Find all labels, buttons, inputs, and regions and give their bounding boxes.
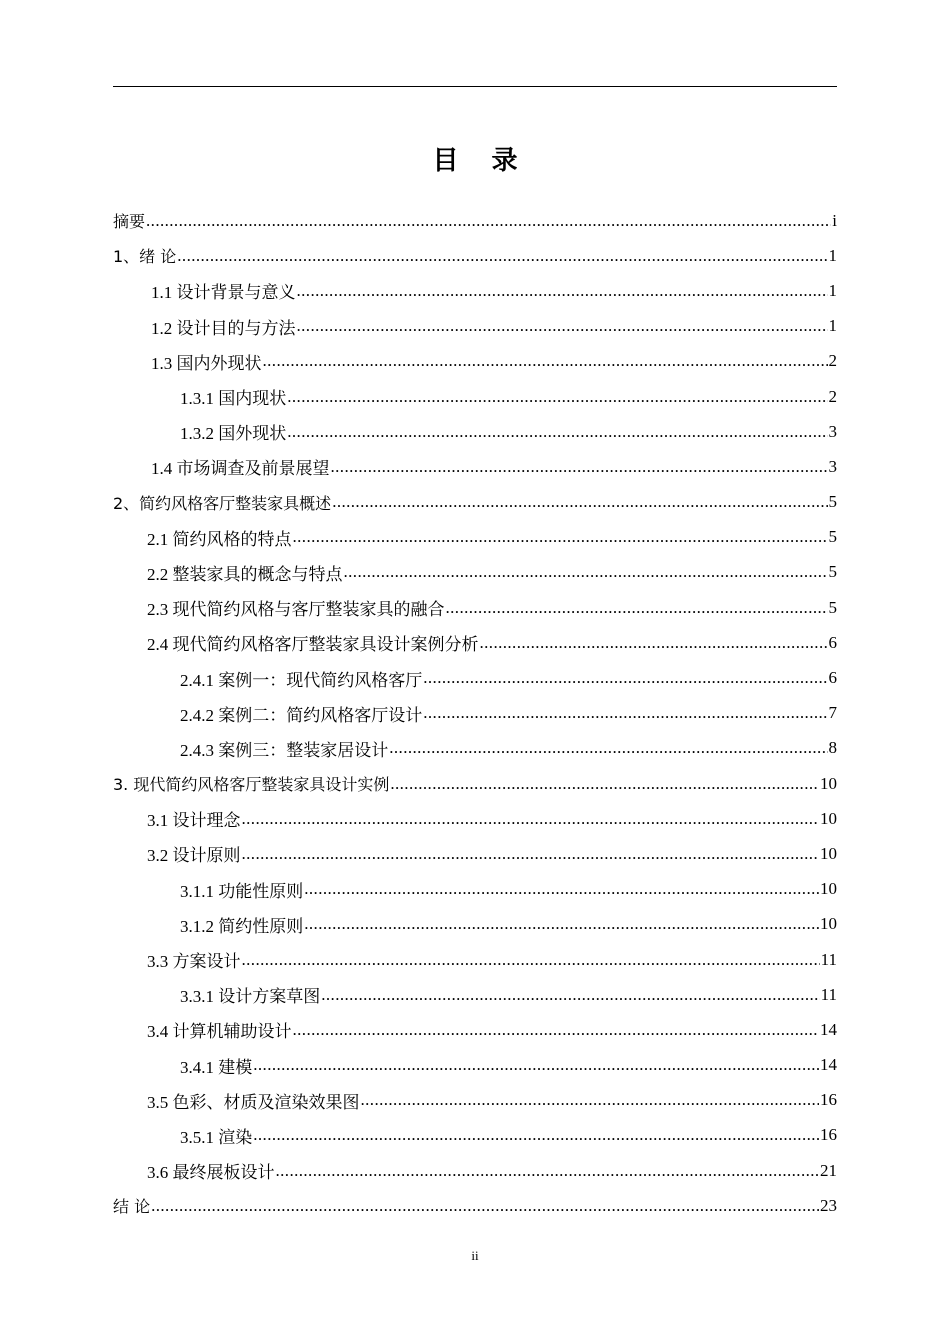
toc-entry-page: 23 [820, 1195, 837, 1215]
header-rule [113, 86, 837, 87]
toc-entry-title: 1.2 设计目的与方法 [151, 318, 296, 338]
toc-entry[interactable] [113, 485, 837, 520]
toc-dot-leader [480, 633, 828, 653]
toc-entry-title: 1.4 市场调查及前景展望 [151, 459, 330, 479]
toc-dot-leader [304, 914, 819, 934]
toc-dot-leader [242, 950, 820, 970]
toc-dot-leader [293, 527, 828, 547]
toc-dot-leader [423, 668, 827, 688]
toc-dot-leader [389, 738, 827, 758]
toc-entry-page: 1 [828, 245, 837, 265]
toc-entry[interactable] [113, 309, 837, 344]
toc-entry-page: 5 [828, 527, 837, 547]
toc-entry[interactable] [113, 801, 837, 836]
toc-entry-title: 2.4.3 案例三：整装家居设计 [180, 740, 389, 760]
toc-entry-title: 3.5.1 渲染 [180, 1127, 253, 1147]
toc-dot-leader [321, 985, 819, 1005]
toc-entry[interactable] [113, 1153, 837, 1188]
toc-entry-title: 1.3 国内外现状 [151, 353, 262, 373]
toc-dot-leader [253, 1055, 819, 1075]
toc-entry-page: 10 [820, 773, 837, 793]
toc-dot-leader [263, 351, 828, 371]
toc-entry-title: 结 论 [113, 1197, 151, 1217]
toc-entry-title: 3. 现代简约风格客厅整装家具设计实例 [113, 775, 390, 795]
toc-entry-page: i [832, 210, 837, 230]
toc-dot-leader [287, 422, 827, 442]
toc-entry-title: 摘要 [113, 212, 146, 232]
toc-entry-page: 8 [828, 738, 837, 758]
toc-entry-page: 1 [828, 280, 837, 300]
toc-entry-title: 1、绪 论 [113, 247, 177, 267]
toc-entry[interactable] [113, 449, 837, 484]
toc-entry-title: 2.4.1 案例一：现代简约风格客厅 [180, 670, 423, 690]
toc-entry-page: 2 [828, 386, 837, 406]
toc-entry[interactable] [113, 1083, 837, 1118]
toc-entry[interactable] [113, 1118, 837, 1153]
toc-entry-page: 10 [820, 808, 837, 828]
toc-entry-page: 16 [820, 1125, 837, 1145]
toc-entry-page: 11 [820, 984, 837, 1004]
toc-entry-page: 7 [828, 703, 837, 723]
toc-entry-page: 5 [828, 492, 837, 512]
toc-entry-title: 2.3 现代简约风格与客厅整装家具的融合 [147, 600, 445, 620]
toc-dot-leader [146, 211, 831, 231]
toc-dot-leader [293, 1020, 820, 1040]
toc-entry[interactable] [113, 907, 837, 942]
toc-entry-title: 1.3.1 国内现状 [180, 389, 287, 409]
toc-entry-page: 1 [828, 316, 837, 336]
toc-entry-page: 14 [820, 1055, 837, 1075]
toc-entry-title: 3.3 方案设计 [147, 952, 241, 972]
toc-entry-title: 3.2 设计原则 [147, 846, 241, 866]
toc-entry[interactable] [113, 731, 837, 766]
page-number: ii [471, 1248, 479, 1263]
toc-entry-page: 6 [828, 632, 837, 652]
toc-entry-page: 11 [820, 949, 837, 969]
toc-entry-page: 5 [828, 562, 837, 582]
toc-entry[interactable] [113, 344, 837, 379]
toc-entry-title: 3.6 最终展板设计 [147, 1163, 275, 1183]
toc-entry-title: 3.1.2 简约性原则 [180, 916, 304, 936]
toc-dot-leader [390, 774, 819, 794]
toc-entry-title: 2.1 简约风格的特点 [147, 529, 292, 549]
toc-entry-page: 2 [828, 351, 837, 371]
toc-entry[interactable] [113, 555, 837, 590]
toc-dot-leader [242, 844, 820, 864]
toc-dot-leader [253, 1125, 819, 1145]
toc-entry[interactable] [113, 379, 837, 414]
toc-dot-leader [423, 703, 827, 723]
toc-dot-leader [276, 1161, 820, 1181]
toc-dot-leader [361, 1090, 820, 1110]
toc-entry[interactable] [113, 203, 837, 238]
toc-entry-page: 14 [820, 1019, 837, 1039]
toc-entry[interactable] [113, 625, 837, 660]
toc-dot-leader [332, 492, 827, 512]
toc-title: 目 录 [432, 146, 530, 176]
toc-dot-leader [297, 316, 828, 336]
toc-dot-leader [304, 879, 819, 899]
toc-entry-page: 6 [828, 668, 837, 688]
toc-entry-title: 2、简约风格客厅整装家具概述 [113, 493, 332, 513]
toc-entry[interactable] [113, 590, 837, 625]
toc-entry-title: 3.5 色彩、材质及渲染效果图 [147, 1092, 360, 1112]
toc-entry-title: 2.2 整装家具的概念与特点 [147, 564, 343, 584]
toc-dot-leader [331, 457, 828, 477]
toc-entry-page: 10 [820, 843, 837, 863]
toc-entry-page: 21 [820, 1160, 837, 1180]
toc-entry[interactable] [113, 1048, 837, 1083]
toc-entry[interactable] [113, 520, 837, 555]
toc-entry-title: 1.3.2 国外现状 [180, 424, 287, 444]
toc-entry-page: 5 [828, 597, 837, 617]
toc-entry-title: 2.4 现代简约风格客厅整装家具设计案例分析 [147, 635, 479, 655]
toc-entry[interactable] [113, 977, 837, 1012]
toc-entry[interactable] [113, 942, 837, 977]
toc-entry[interactable] [113, 872, 837, 907]
toc-entry[interactable] [113, 273, 837, 308]
toc-entry[interactable] [113, 1188, 837, 1223]
toc-entry-title: 1.1 设计背景与意义 [151, 283, 296, 303]
toc-entry-page: 3 [828, 421, 837, 441]
toc-dot-leader [177, 246, 827, 266]
toc-dot-leader [151, 1196, 819, 1216]
toc-entry[interactable] [113, 696, 837, 731]
toc-entry-title: 3.4 计算机辅助设计 [147, 1022, 292, 1042]
toc-entry-title: 3.1.1 功能性原则 [180, 881, 304, 901]
toc-entry-title: 3.1 设计理念 [147, 811, 241, 831]
toc-entry-page: 10 [820, 914, 837, 934]
toc-entry[interactable] [113, 660, 837, 695]
toc-entry-page: 10 [820, 879, 837, 899]
toc-entry[interactable] [113, 414, 837, 449]
toc-entry[interactable] [113, 766, 837, 801]
toc-entry-title: 2.4.2 案例二：简约风格客厅设计 [180, 705, 423, 725]
toc-entry-page: 3 [828, 456, 837, 476]
toc-dot-leader [242, 809, 820, 829]
toc-entry-title: 3.3.1 设计方案草图 [180, 987, 321, 1007]
toc-entry[interactable] [113, 238, 837, 273]
toc-dot-leader [287, 387, 827, 407]
toc-entry-title: 3.4.1 建模 [180, 1057, 253, 1077]
toc-dot-leader [297, 281, 828, 301]
toc-dot-leader [446, 598, 828, 618]
table-of-contents [113, 203, 837, 1223]
toc-dot-leader [344, 562, 828, 582]
toc-entry-page: 16 [820, 1090, 837, 1110]
toc-entry[interactable] [113, 1012, 837, 1047]
toc-entry[interactable] [113, 836, 837, 871]
